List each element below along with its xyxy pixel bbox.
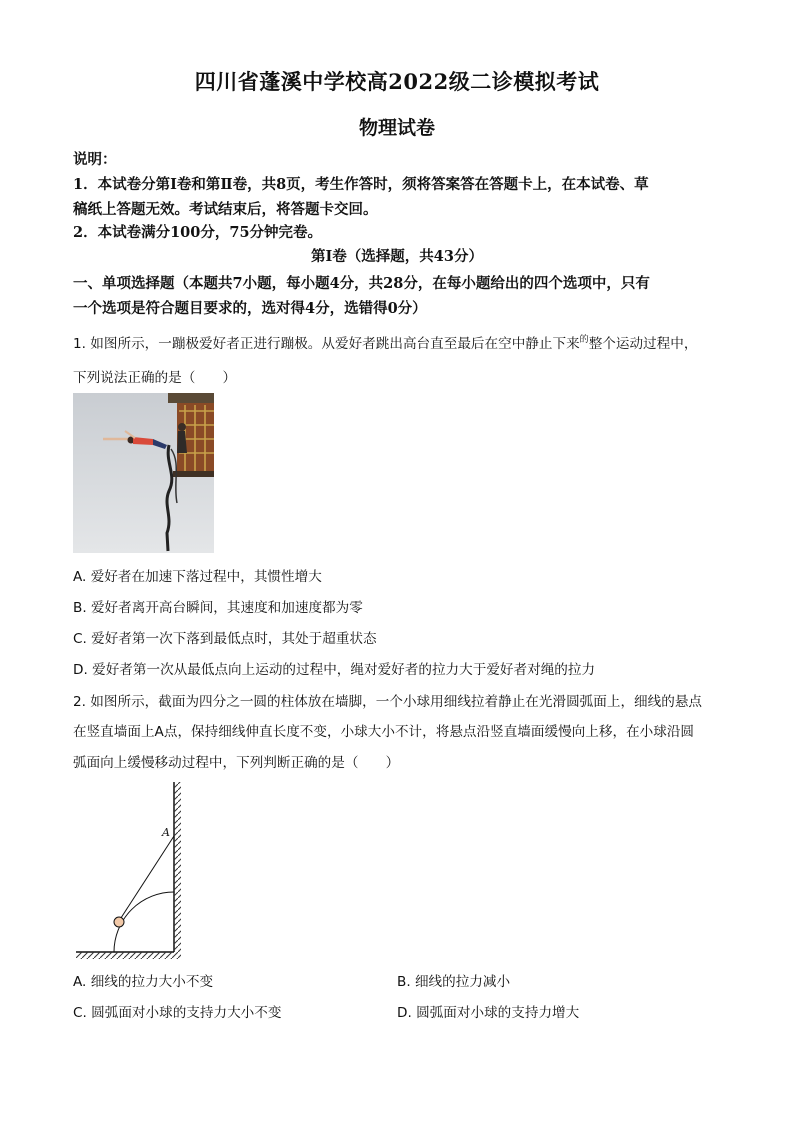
floor-hatch bbox=[76, 952, 181, 959]
instructions-heading: 说明： bbox=[73, 151, 117, 168]
q2-option-a[interactable]: A. 细线的拉力大小不变 bbox=[73, 974, 214, 990]
q2-stem-line-c: 弧面向上缓慢移动过程中，下列判断正确的是（ ） bbox=[73, 755, 400, 771]
q2-stem-line-b: 在竖直墙面上A点，保持细线伸直长度不变，小球大小不计，将悬点沿竖直墙面缓慢向上移，在小球沿圆 bbox=[73, 724, 695, 740]
q2-stem-line-a: 2. 如图所示，截面为四分之一圆的柱体放在墙脚，一个小球用细线拉着静止在光滑圆弧面上，细线的悬点 bbox=[73, 694, 703, 710]
q2-option-d[interactable]: D. 圆弧面对小球的支持力增大 bbox=[397, 1005, 580, 1021]
exam-title: 四川省蓬溪中学校高2022级二诊模拟考试 bbox=[194, 69, 600, 94]
bungee-photo-illustration bbox=[73, 393, 214, 553]
exam-subtitle: 物理试卷 bbox=[358, 117, 435, 139]
bungee-photo bbox=[73, 393, 214, 553]
section-desc-a: 一、单项选择题（本题共7小题，每小题4分，共28分，在每小题给出的四个选项中，只有 bbox=[73, 275, 650, 292]
q2-option-b[interactable]: B. 细线的拉力减小 bbox=[397, 974, 511, 990]
q2-diagram bbox=[70, 778, 190, 960]
q1-option-a[interactable]: A. 爱好者在加速下落过程中，其惯性增大 bbox=[73, 569, 322, 585]
wall-hatch bbox=[174, 782, 181, 952]
q1-stem-sup: 的 bbox=[579, 335, 589, 345]
ball bbox=[114, 917, 124, 927]
string-line bbox=[119, 836, 174, 921]
q2-option-c[interactable]: C. 圆弧面对小球的支持力大小不变 bbox=[73, 1005, 282, 1021]
q1-option-c[interactable]: C. 爱好者第一次下落到最低点时，其处于超重状态 bbox=[73, 631, 377, 647]
instruction-line-1b: 稿纸上答题无效。考试结束后，将答题卡交回。 bbox=[73, 201, 378, 218]
q1-stem-line-b: 下列说法正确的是（ ） bbox=[73, 370, 237, 386]
instruction-line-1a: 1．本试卷分第Ⅰ卷和第Ⅱ卷，共8页，考生作答时，须将答案答在答题卡上，在本试卷、草 bbox=[73, 176, 649, 193]
instruction-line-2: 2．本试卷满分100分，75分钟完卷。 bbox=[73, 224, 323, 241]
section-desc-b: 一个选项是符合题目要求的，选对得4分，选错得0分） bbox=[73, 300, 427, 317]
point-a-label: A bbox=[162, 826, 170, 839]
q1-option-d[interactable]: D. 爱好者第一次从最低点向上运动的过程中，绳对爱好者的拉力大于爱好者对绳的拉力 bbox=[73, 662, 596, 678]
section-title: 第Ⅰ卷（选择题，共43分） bbox=[311, 248, 483, 265]
q1-stem-line-a bbox=[73, 332, 697, 352]
q1-option-b[interactable]: B. 爱好者离开高台瞬间，其速度和加速度都为零 bbox=[73, 600, 363, 616]
q2-diagram-svg bbox=[70, 778, 190, 960]
q1-stem-text: 1. 如图所示，一蹦极爱好者正进行蹦极。从爱好者跳出高台直至最后在空中静止下来 bbox=[73, 336, 580, 352]
q1-stem-end: 整个运动过程中， bbox=[588, 336, 698, 352]
